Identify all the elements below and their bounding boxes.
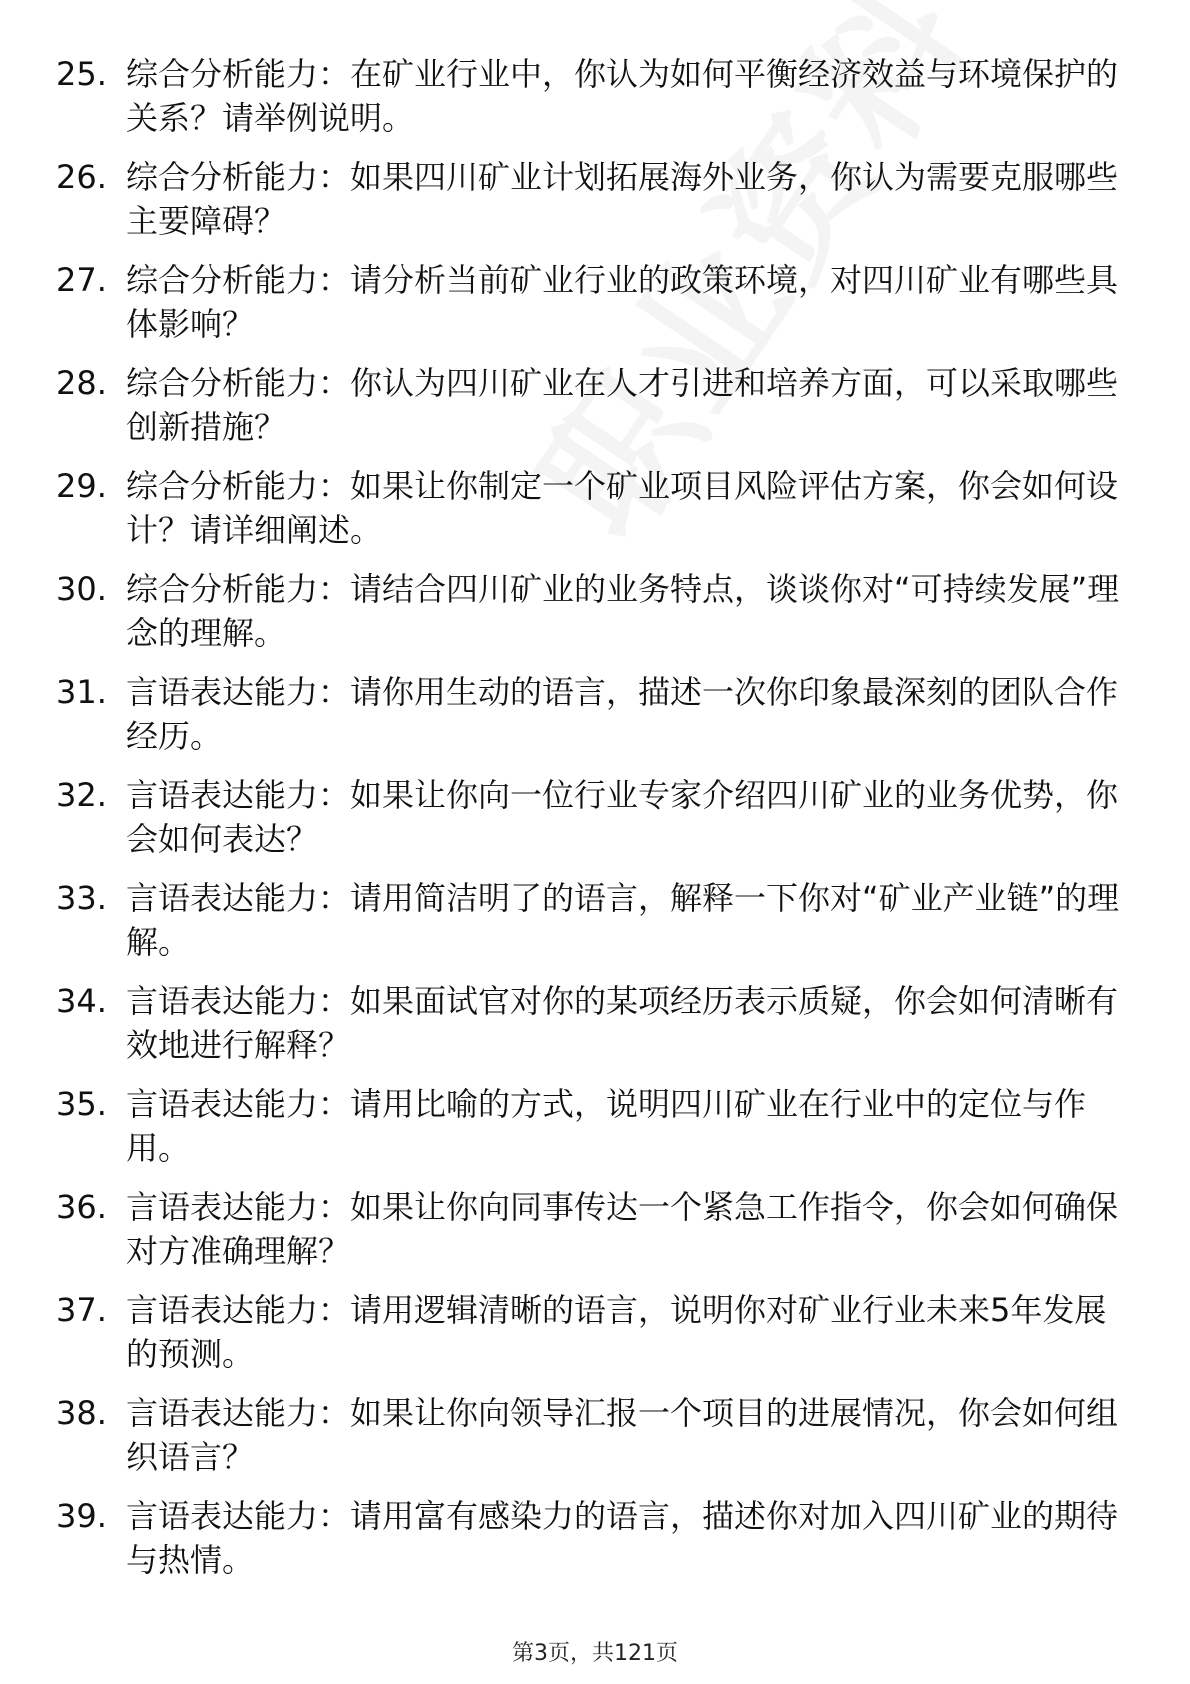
question-item [56,670,1136,758]
question-text: 综合分析能力：请分析当前矿业行业的政策环境，对四川矿业有哪些具体影响？ [126,261,1119,343]
question-number: 29. [56,467,107,505]
question-item [56,1391,1136,1479]
question-text: 综合分析能力：如果让你制定一个矿业项目风险评估方案，你会如何设计？请详细阐述。 [126,467,1119,549]
question-text: 言语表达能力：如果让你向一位行业专家介绍四川矿业的业务优势，你会如何表达？ [126,776,1119,858]
page-footer: 第3页，共121页 [512,1641,678,1666]
question-number: 37. [56,1291,107,1329]
question-number: 38. [56,1394,107,1432]
question-number: 27. [56,261,107,299]
question-number: 25. [56,55,107,93]
question-item [56,876,1136,964]
question-item [56,464,1136,552]
question-text: 言语表达能力：请用比喻的方式，说明四川矿业在行业中的定位与作用。 [126,1085,1087,1167]
question-number: 26. [56,158,107,196]
question-number: 32. [56,776,107,814]
question-number: 35. [56,1085,107,1123]
question-text: 言语表达能力：请用逻辑清晰的语言，说明你对矿业行业未来5年发展的预测。 [126,1291,1107,1373]
question-text: 言语表达能力：如果让你向同事传达一个紧急工作指令，你会如何确保对方准确理解？ [126,1188,1119,1270]
question-item [56,979,1136,1067]
question-number: 39. [56,1497,107,1535]
question-list [56,52,1136,1597]
question-item [56,52,1136,140]
question-text: 综合分析能力：如果四川矿业计划拓展海外业务，你认为需要克服哪些主要障碍？ [126,158,1119,240]
question-item [56,258,1136,346]
question-text: 综合分析能力：在矿业行业中，你认为如何平衡经济效益与环境保护的关系？请举例说明。 [126,55,1119,137]
question-number: 34. [56,982,107,1020]
question-text: 言语表达能力：请用富有感染力的语言，描述你对加入四川矿业的期待与热情。 [126,1497,1119,1579]
question-text: 言语表达能力：如果面试官对你的某项经历表示质疑，你会如何清晰有效地进行解释？ [126,982,1119,1064]
question-text: 言语表达能力：请你用生动的语言，描述一次你印象最深刻的团队合作经历。 [126,673,1119,755]
question-number: 33. [56,879,107,917]
question-number: 28. [56,364,107,402]
question-item [56,361,1136,449]
question-item [56,1082,1136,1170]
question-number: 30. [56,570,107,608]
question-number: 31. [56,673,107,711]
question-text: 言语表达能力：请用简洁明了的语言，解释一下你对“矿业产业链”的理解。 [126,879,1120,961]
question-item [56,567,1136,655]
question-item [56,1185,1136,1273]
question-item [56,1494,1136,1582]
question-item [56,155,1136,243]
question-number: 36. [56,1188,107,1226]
question-item [56,773,1136,861]
question-text: 综合分析能力：请结合四川矿业的业务特点，谈谈你对“可持续发展”理念的理解。 [126,570,1120,652]
question-item [56,1288,1136,1376]
question-text: 综合分析能力：你认为四川矿业在人才引进和培养方面，可以采取哪些创新措施？ [126,364,1119,446]
question-text: 言语表达能力：如果让你向领导汇报一个项目的进展情况，你会如何组织语言？ [126,1394,1119,1476]
